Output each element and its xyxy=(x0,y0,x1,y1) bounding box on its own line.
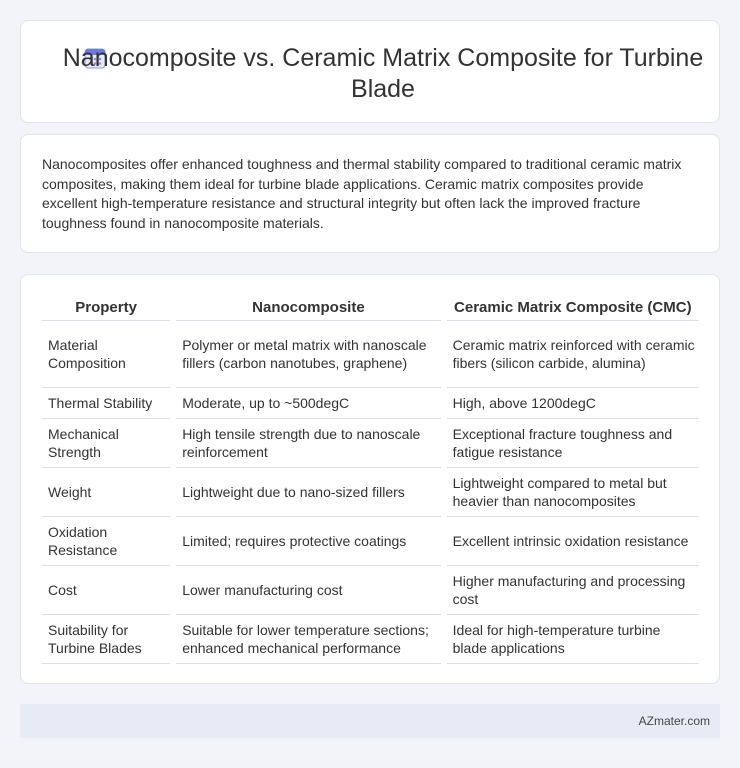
footer-brand[interactable]: AZmater.com xyxy=(638,714,710,728)
property-cell: Oxidation Resistance xyxy=(42,517,170,566)
nanocomposite-cell: Polymer or metal matrix with nanoscale fillers (carbon nanotubes, graphene) xyxy=(176,321,440,388)
nanocomposite-cell: Moderate, up to ~500degC xyxy=(176,388,440,419)
nanocomposite-cell: High tensile strength due to nanoscale reinforcement xyxy=(176,419,440,468)
table-header-row xyxy=(42,295,699,321)
table-row xyxy=(42,566,699,615)
nanocomposite-cell: Suitable for lower temperature sections; enhanced mechanical performance xyxy=(176,615,440,664)
cmc-cell: High, above 1200degC xyxy=(447,388,699,419)
header-property: Property xyxy=(42,295,170,321)
cmc-cell: Excellent intrinsic oxidation resistance xyxy=(447,517,699,566)
table-row xyxy=(42,517,699,566)
property-cell: Weight xyxy=(42,468,170,517)
header-nanocomposite: Nanocomposite xyxy=(176,295,440,321)
property-cell: Material Composition xyxy=(42,321,170,388)
table-row xyxy=(42,388,699,419)
property-cell: Thermal Stability xyxy=(42,388,170,419)
footer-bar xyxy=(20,704,720,738)
cmc-cell: Lightweight compared to metal but heavier than nanocomposites xyxy=(447,468,699,517)
title-card xyxy=(20,20,720,123)
header-cmc: Ceramic Matrix Composite (CMC) xyxy=(447,295,699,321)
nanocomposite-cell: Limited; requires protective coatings xyxy=(176,517,440,566)
table-row xyxy=(42,615,699,664)
comparison-card xyxy=(20,274,720,684)
cmc-cell: Ideal for high-temperature turbine blade applications xyxy=(447,615,699,664)
cmc-cell: Higher manufacturing and processing cost xyxy=(447,566,699,615)
table-row xyxy=(42,468,699,517)
comparison-table xyxy=(36,295,705,664)
cmc-cell: Ceramic matrix reinforced with ceramic fibers (silicon carbide, alumina) xyxy=(447,321,699,388)
table-row xyxy=(42,419,699,468)
page-title: Nanocomposite vs. Ceramic Matrix Composite for Turbine Blade xyxy=(62,44,704,103)
summary-text: Nanocomposites offer enhanced toughness and thermal stability compared to traditional ceramic matrix composites, making them ideal for turbine blade applications. Ceramic matrix composites provide excellent high-temperature resistance and structural integrity but often lack the improved fracture toughness found in nanocomposite materials. xyxy=(42,156,682,231)
cmc-cell: Exceptional fracture toughness and fatigue resistance xyxy=(447,419,699,468)
property-cell: Cost xyxy=(42,566,170,615)
property-cell: Suitability for Turbine Blades xyxy=(42,615,170,664)
nanocomposite-cell: Lightweight due to nano-sized fillers xyxy=(176,468,440,517)
property-cell: Mechanical Strength xyxy=(42,419,170,468)
nanocomposite-cell: Lower manufacturing cost xyxy=(176,566,440,615)
table-row xyxy=(42,321,699,388)
summary-card xyxy=(20,134,720,253)
